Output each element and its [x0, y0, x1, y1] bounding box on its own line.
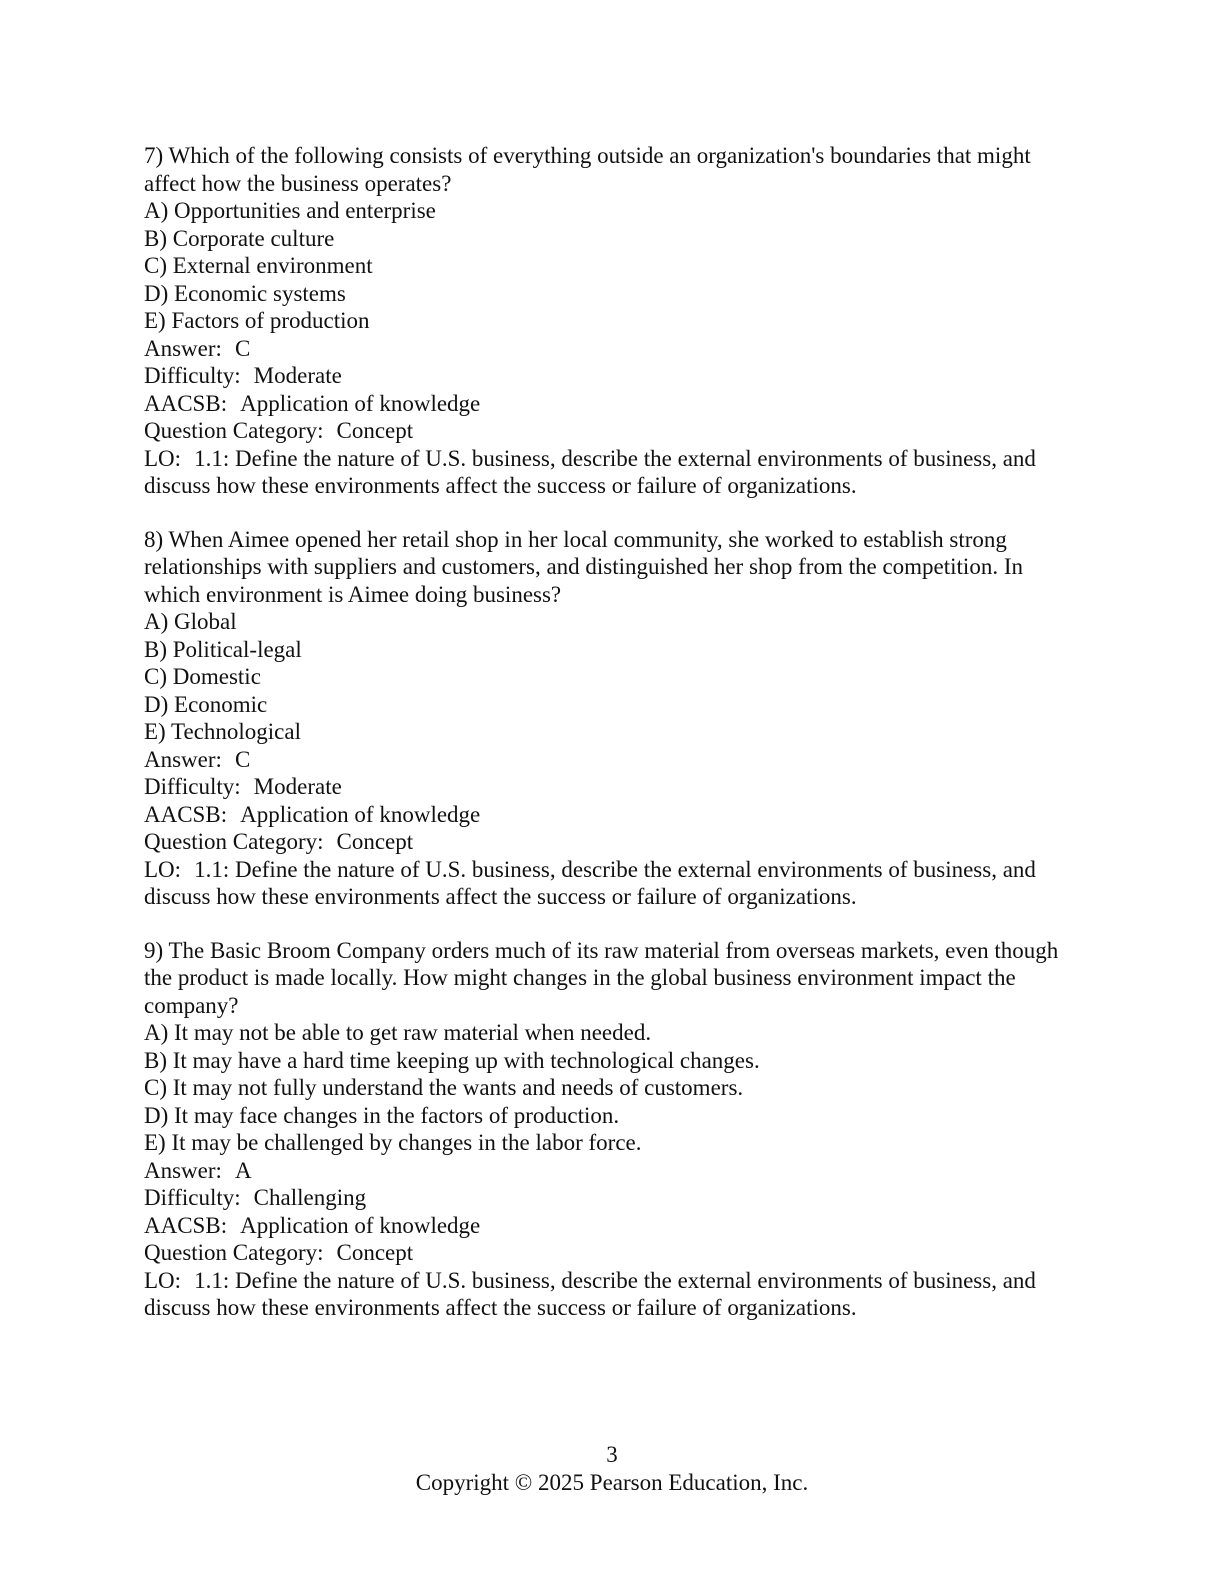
aacsb-value: Application of knowledge	[240, 801, 481, 827]
category-value: Concept	[336, 1240, 414, 1265]
difficulty-label: Difficulty:	[144, 363, 241, 388]
lo-label: LO:	[144, 445, 182, 471]
option-d: D) It may face changes in the factors of production.	[144, 1102, 620, 1128]
question-block-7	[144, 142, 1080, 500]
option-b: B) Corporate culture	[144, 225, 335, 251]
answer-label: Answer:	[144, 1157, 222, 1183]
answer-line	[144, 746, 1080, 774]
question-block-9	[144, 937, 1080, 1322]
answer-line	[144, 335, 1080, 363]
aacsb-line	[144, 390, 1080, 418]
aacsb-line	[144, 801, 1080, 829]
copyright-notice: Copyright © 2025 Pearson Education, Inc.	[415, 1469, 809, 1495]
aacsb-value: Application of knowledge	[240, 1212, 481, 1238]
category-line	[144, 828, 1080, 856]
option-a: A) Opportunities and enterprise	[144, 198, 436, 223]
option-c: C) External environment	[144, 253, 373, 278]
answer-value: C	[234, 746, 251, 772]
answer-label: Answer:	[144, 335, 222, 361]
option-e: E) It may be challenged by changes in the labor force.	[144, 1130, 642, 1155]
option-d: D) Economic	[144, 691, 268, 717]
difficulty-value: Moderate	[253, 774, 342, 799]
page-number: 3	[606, 1442, 618, 1467]
page-footer	[0, 1441, 1224, 1496]
lo-line	[144, 856, 1080, 911]
question-block-8	[144, 526, 1080, 911]
category-value: Concept	[336, 829, 414, 854]
lo-label: LO:	[144, 1267, 182, 1293]
option-d: D) Economic systems	[144, 280, 346, 306]
difficulty-value: Challenging	[253, 1185, 367, 1210]
category-value: Concept	[336, 418, 414, 443]
lo-value: 1.1: Define the nature of U.S. business, describe the external environments of business, and discuss how these environments affect the success or failure of organizations.	[144, 1267, 1036, 1320]
option-e: E) Technological	[144, 719, 301, 744]
document-page	[144, 142, 1080, 1348]
lo-value: 1.1: Define the nature of U.S. business, describe the external environments of business, and discuss how these environments affect the success or failure of organizations.	[144, 445, 1036, 498]
lo-label: LO:	[144, 856, 182, 882]
aacsb-label: AACSB:	[144, 390, 228, 416]
option-c: C) Domestic	[144, 664, 261, 689]
question-stem: 7) Which of the following consists of everything outside an organization's boundaries that might affect how the business operates?	[144, 143, 1031, 196]
lo-line	[144, 445, 1080, 500]
aacsb-label: AACSB:	[144, 1212, 228, 1238]
aacsb-label: AACSB:	[144, 801, 228, 827]
difficulty-line	[144, 773, 1080, 801]
option-e: E) Factors of production	[144, 308, 370, 333]
lo-line	[144, 1267, 1080, 1322]
aacsb-value: Application of knowledge	[240, 390, 481, 416]
option-b: B) Political-legal	[144, 636, 302, 662]
category-label: Question Category:	[144, 829, 324, 854]
option-b: B) It may have a hard time keeping up with technological changes.	[144, 1047, 760, 1073]
question-stem: 9) The Basic Broom Company orders much of its raw material from overseas markets, even though the product is made locally. How might changes in the global business environment impact the company?	[144, 937, 1059, 1018]
answer-value: C	[234, 335, 251, 361]
difficulty-line	[144, 362, 1080, 390]
aacsb-line	[144, 1212, 1080, 1240]
option-c: C) It may not fully understand the wants and needs of customers.	[144, 1075, 744, 1100]
difficulty-line	[144, 1184, 1080, 1212]
option-a: A) It may not be able to get raw material when needed.	[144, 1020, 652, 1045]
category-label: Question Category:	[144, 1240, 324, 1265]
category-line	[144, 417, 1080, 445]
category-line	[144, 1239, 1080, 1267]
difficulty-value: Moderate	[253, 363, 342, 388]
lo-value: 1.1: Define the nature of U.S. business, describe the external environments of business, and discuss how these environments affect the success or failure of organizations.	[144, 856, 1036, 909]
answer-label: Answer:	[144, 746, 222, 772]
answer-value: A	[234, 1157, 252, 1183]
category-label: Question Category:	[144, 418, 324, 443]
difficulty-label: Difficulty:	[144, 1185, 241, 1210]
question-stem: 8) When Aimee opened her retail shop in her local community, she worked to establish strong relationships with suppliers and customers, and distinguished her shop from the competition. In which environment is Aimee doing business?	[144, 526, 1023, 607]
difficulty-label: Difficulty:	[144, 774, 241, 799]
option-a: A) Global	[144, 609, 237, 634]
answer-line	[144, 1157, 1080, 1185]
